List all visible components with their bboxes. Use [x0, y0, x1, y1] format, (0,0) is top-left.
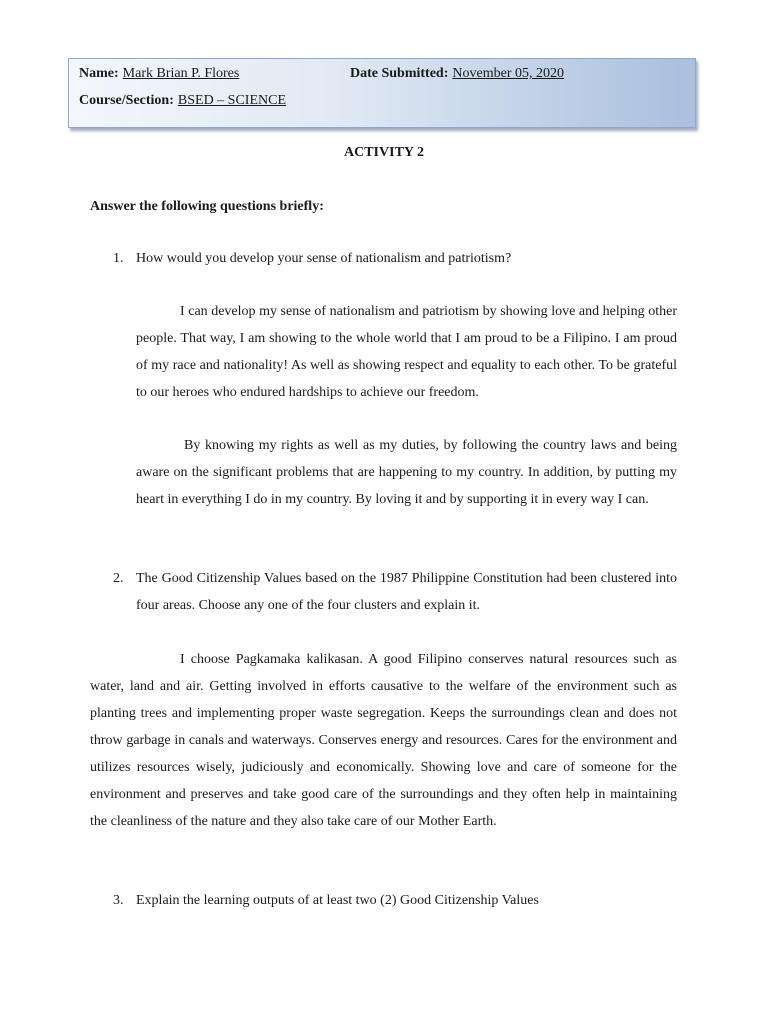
question-3-number: 3. [113, 893, 124, 908]
question-1-number: 1. [113, 251, 124, 266]
date-value: November 05, 2020 [452, 66, 564, 81]
name-row [79, 66, 239, 82]
name-label: Name: [79, 66, 119, 81]
instructions: Answer the following questions briefly: [90, 199, 324, 214]
question-1-answer-paragraph-1: I can develop my sense of nationalism and patriotism by showing love and helping other people. That way, I am showing to the whole world that I am proud to be a Filipino. I am proud of my race and nationality! As well as showing respect and equality to each other. To be grateful to our heroes who endured hardships to achieve our freedom. [136, 304, 677, 400]
page-title: ACTIVITY 2 [344, 145, 424, 160]
question-1-text: How would you develop your sense of nationalism and patriotism? [136, 251, 512, 266]
question-3-text: Explain the learning outputs of at least two (2) Good Citizenship Values [136, 893, 539, 908]
course-value: BSED – SCIENCE [177, 93, 287, 108]
name-value: Mark Brian P. Flores [122, 66, 240, 81]
question-1-answer-paragraph-2: By knowing my rights as well as my duties, by following the country laws and being aware on the significant problems that are happening to my country. In addition, by putting my heart in everything I do in my country. By loving it and by supporting it in every way I can. [136, 438, 677, 507]
course-label: Course/Section: [79, 93, 174, 108]
course-section-row [79, 93, 286, 109]
question-2-number: 2. [113, 571, 124, 586]
question-2-text: The Good Citizenship Values based on the 1987 Philippine Constitution had been clustered into four areas. Choose any one of the four clusters and explain it. [136, 571, 677, 613]
student-info-header [68, 58, 696, 128]
question-2-answer-paragraph: I choose Pagkamaka kalikasan. A good Filipino conserves natural resources such as water, land and air. Getting involved in efforts causative to the welfare of the environment such as planting trees and implementing proper waste segregation. Keeps the surroundings clean and does not throw garbage in canals and waterways. Conserves energy and resources. Cares for the environment and utilizes resources wisely, judiciously and economically. Showing love and care of someone for the environment and preserves and take good care of the surroundings and they often help in maintaining the cleanliness of the nature and they also take care of our Mother Earth. [90, 652, 677, 829]
date-submitted-row [350, 66, 564, 82]
date-label: Date Submitted: [350, 66, 449, 81]
